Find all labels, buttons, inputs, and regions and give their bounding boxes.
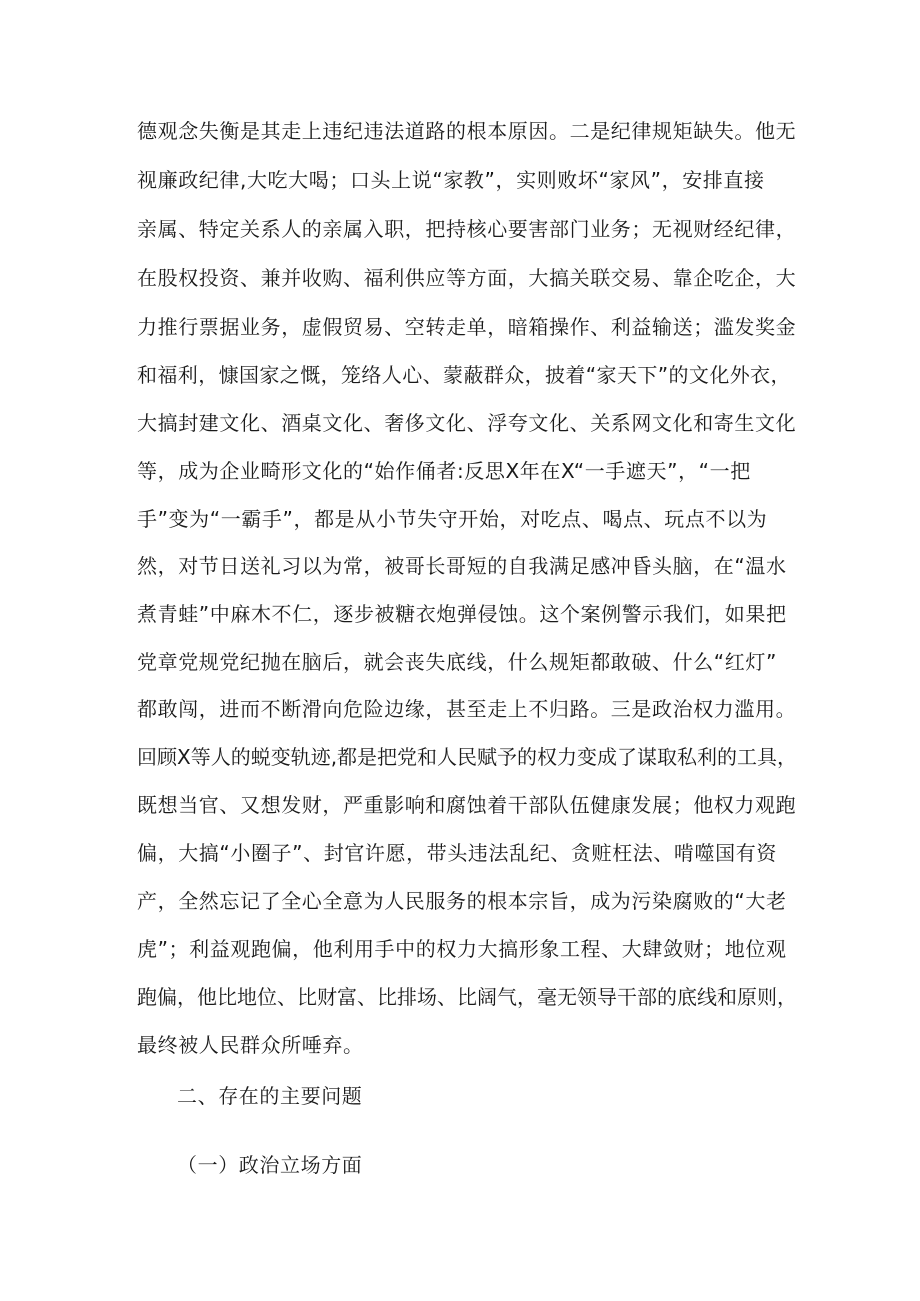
paragraph-line: 产，全然忘记了全心全意为人民服务的根本宗旨，成为污染腐败的“大老 [137, 889, 787, 913]
paragraph-line: 大搞封建文化、酒桌文化、奢侈文化、浮夸文化、关系网文化和寄生文化 [137, 411, 797, 435]
paragraph-line: 力推行票据业务，虚假贸易、空转走单，暗箱操作、利益输送；滥发奖金 [137, 315, 797, 339]
paragraph-line: 最终被人民群众所唾弃。 [137, 1033, 364, 1057]
paragraph-line: 等，成为企业畸形文化的“始作俑者:反思X年在X“一手遮天”，“一把 [137, 459, 751, 483]
paragraph-line: 德观念失衡是其走上违纪违法道路的根本原因。二是纪律规矩缺失。他无 [137, 119, 797, 143]
paragraph-line: 和福利，慷国家之慨，笼络人心、蒙蔽群众，披着“家天下”的文化外衣， [137, 363, 791, 387]
paragraph-line: 党章党规党纪抛在脑后，就会丧失底线，什么规矩都敢破、什么“红灯” [137, 650, 777, 674]
paragraph-line: 都敢闯，进而不断滑向危险边缘，甚至走上不归路。三是政治权力滥用。 [137, 697, 797, 721]
section-heading: 二、存在的主要问题 [177, 1084, 363, 1108]
paragraph-line: 手”变为“一霸手”，都是从小节失守开始，对吃点、喝点、玩点不以为 [137, 507, 768, 531]
paragraph-line: 在股权投资、兼并收购、福利供应等方面，大搞关联交易、靠企吃企，大 [137, 266, 797, 290]
paragraph-line: 视廉政纪律,大吃大喝；口头上说“家教”，实则败坏“家风”，安排直接 [137, 168, 765, 192]
paragraph-line: 煮青蛙”中麻木不仁，逐步被糖衣炮弹侵蚀。这个案例警示我们，如果把 [137, 602, 787, 626]
paragraph-line: 回顾X等人的蜕变轨迹,都是把党和人民赋予的权力变成了谋取私利的工具， [137, 745, 798, 769]
paragraph-line: 既想当官、又想发财，严重影响和腐蚀着干部队伍健康发展；他权力观跑 [137, 793, 797, 817]
paragraph-line: 然，对节日送礼习以为常，被哥长哥短的自我满足感冲昏头脑，在“温水 [137, 554, 787, 578]
paragraph-line: 偏，大搞“小圈子”、封官许愿，带头违法乱纪、贪赃枉法、啃噬国有资 [137, 841, 777, 865]
subsection-heading: （一）政治立场方面 [177, 1153, 363, 1177]
paragraph-line: 亲属、特定关系人的亲属入职，把持核心要害部门业务；无视财经纪律， [137, 217, 797, 241]
paragraph-line: 跑偏，他比地位、比财富、比排场、比阔气，毫无领导干部的底线和原则， [137, 985, 797, 1009]
paragraph-line: 虎”；利益观跑偏，他利用手中的权力大搞形象工程、大肆敛财；地位观 [137, 937, 787, 961]
